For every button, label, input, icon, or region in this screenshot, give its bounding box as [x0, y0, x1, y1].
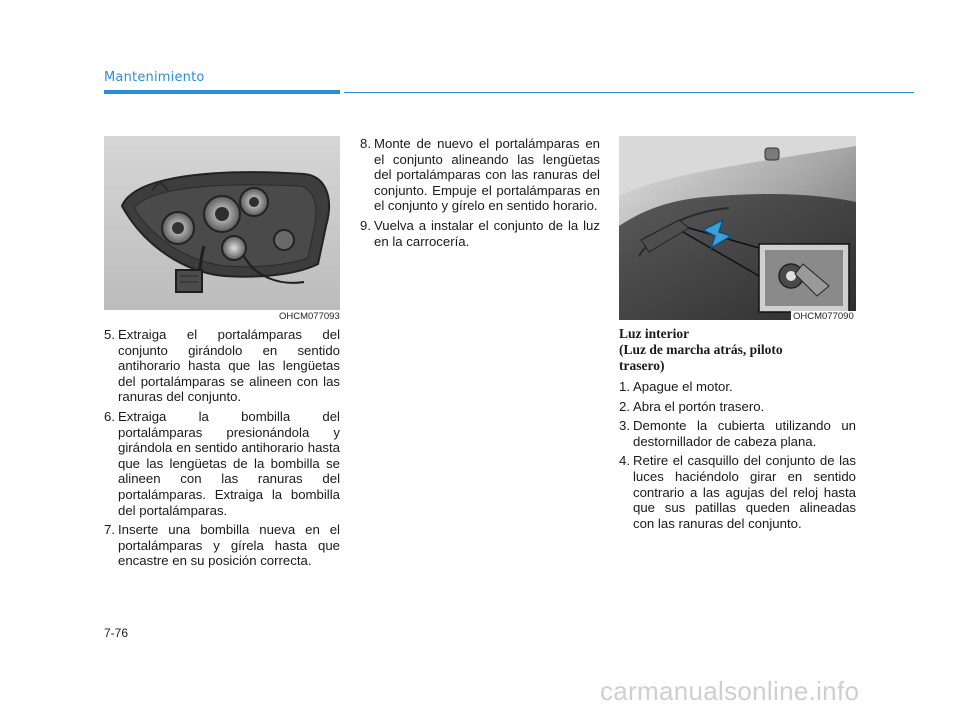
list-item: 9. Vuelva a instalar el conjunto de la luz en la carrocería. — [360, 217, 600, 249]
header-rule-thin — [344, 92, 914, 93]
section-header-title: Mantenimiento — [104, 70, 205, 85]
list-item: 5. Extraiga el portalámparas del conjunto girándolo en sentido antihorario hasta que las lengüetas del portalámparas se alineen con las ranuras del conjunto. — [104, 327, 340, 405]
header-rule-thick — [104, 90, 340, 94]
tailgate-interior-cover-illustration — [619, 136, 856, 320]
steps-list-right — [619, 379, 856, 531]
page-number: 7-76 — [104, 626, 129, 640]
middle-column — [360, 136, 600, 253]
list-item: 8. Monte de nuevo el portalámparas en el conjunto alineando las lengüetas del portalámparas con las ranuras del conjunto. Empuje el portalámparas en el conjunto y gírelo en sentido horario. — [360, 136, 600, 214]
left-column — [104, 327, 340, 573]
list-item: 7. Inserte una bombilla nueva en el portalámparas y gírela hasta que encastre en su posición correcta. — [104, 522, 340, 569]
figure-code-1: OHCM077093 — [279, 311, 340, 322]
steps-list-left — [104, 327, 340, 569]
right-column — [619, 326, 856, 535]
list-item: 6. Extraiga la bombilla del portalámparas presionándola y girándola en sentido antihorario hasta que las lengüetas de la bombilla se alineen con las ranuras del portalámparas. Extraiga la bombilla del portalámparas. — [104, 408, 340, 518]
tailgate-interior-figure — [619, 136, 856, 320]
rear-lamp-assembly-figure — [104, 136, 340, 310]
list-item: 1. Apague el motor. — [619, 379, 733, 394]
list-item: 4. Retire el casquillo del conjunto de las luces haciéndolo girar en sentido contrario a las agujas del reloj hasta que sus patillas queden alineadas con las ranuras del conjunto. — [619, 453, 856, 531]
steps-list-middle — [360, 136, 600, 249]
figure-code-2: OHCM077090 — [793, 311, 854, 322]
rear-lamp-assembly-back-illustration — [104, 136, 340, 310]
section-heading: Luz interior (Luz de marcha atrás, piloto trasero) — [619, 326, 783, 373]
watermark-text: carmanualsonline.info — [600, 676, 860, 706]
list-item: 2. Abra el portón trasero. — [619, 398, 765, 414]
list-item: 3. Demonte la cubierta utilizando un destornillador de cabeza plana. — [619, 418, 856, 449]
